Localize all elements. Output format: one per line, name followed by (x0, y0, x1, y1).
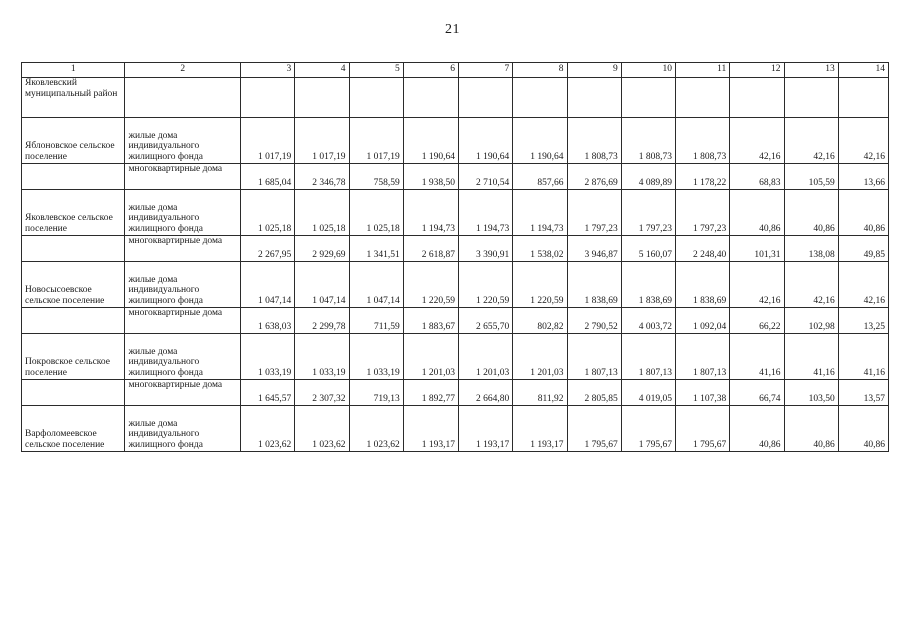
empty-cell (513, 78, 567, 118)
value-cell: 68,83 (730, 164, 784, 190)
value-cell: 42,16 (730, 118, 784, 164)
value-cell: 1 638,03 (241, 308, 295, 334)
value-cell: 40,86 (838, 190, 888, 236)
value-cell: 1 220,59 (513, 262, 567, 308)
settlement-name-empty (22, 380, 125, 406)
table-row (22, 164, 889, 190)
column-number-1: 1 (22, 63, 125, 78)
column-number-4: 4 (295, 63, 349, 78)
value-cell: 1 797,23 (621, 190, 675, 236)
table-row (22, 190, 889, 236)
housing-type: жилые дома индивидуального жилищного фонда (125, 262, 241, 308)
table-row (22, 236, 889, 262)
value-cell: 40,86 (730, 190, 784, 236)
housing-type: многоквартирные дома (125, 164, 241, 190)
value-cell: 42,16 (784, 262, 838, 308)
value-cell: 40,86 (784, 406, 838, 452)
empty-cell (676, 78, 730, 118)
value-cell: 40,86 (730, 406, 784, 452)
value-cell: 13,25 (838, 308, 888, 334)
column-number-9: 9 (567, 63, 621, 78)
value-cell: 1 033,19 (349, 334, 403, 380)
empty-cell (403, 78, 458, 118)
value-cell: 66,22 (730, 308, 784, 334)
settlement-name: Новосысоевское сельское поселение (22, 262, 125, 308)
value-cell: 2 664,80 (459, 380, 513, 406)
value-cell: 103,50 (784, 380, 838, 406)
settlement-name-empty (22, 308, 125, 334)
page-number: 21 (445, 22, 460, 37)
value-cell: 40,86 (838, 406, 888, 452)
value-cell: 42,16 (784, 118, 838, 164)
value-cell: 1 047,14 (349, 262, 403, 308)
value-cell: 105,59 (784, 164, 838, 190)
empty-cell (784, 78, 838, 118)
value-cell: 4 089,89 (621, 164, 675, 190)
value-cell: 1 023,62 (241, 406, 295, 452)
column-number-5: 5 (349, 63, 403, 78)
value-cell: 1 795,67 (676, 406, 730, 452)
value-cell: 1 795,67 (621, 406, 675, 452)
value-cell: 2 805,85 (567, 380, 621, 406)
empty-cell (621, 78, 675, 118)
column-number-7: 7 (459, 63, 513, 78)
value-cell: 102,98 (784, 308, 838, 334)
value-cell: 5 160,07 (621, 236, 675, 262)
value-cell: 1 808,73 (567, 118, 621, 164)
value-cell: 1 033,19 (241, 334, 295, 380)
value-cell: 1 538,02 (513, 236, 567, 262)
value-cell: 1 017,19 (349, 118, 403, 164)
value-cell: 1 033,19 (295, 334, 349, 380)
column-number-10: 10 (621, 63, 675, 78)
value-cell: 1 838,69 (676, 262, 730, 308)
value-cell: 1 023,62 (295, 406, 349, 452)
value-cell: 1 807,13 (621, 334, 675, 380)
value-cell: 1 883,67 (403, 308, 458, 334)
settlement-name: Яковлевское сельское поселение (22, 190, 125, 236)
empty-cell (838, 78, 888, 118)
value-cell: 42,16 (838, 118, 888, 164)
value-cell: 3 390,91 (459, 236, 513, 262)
column-number-14: 14 (838, 63, 888, 78)
value-cell: 1 892,77 (403, 380, 458, 406)
value-cell: 1 220,59 (403, 262, 458, 308)
value-cell: 2 267,95 (241, 236, 295, 262)
value-cell: 1 938,50 (403, 164, 458, 190)
value-cell: 1 797,23 (567, 190, 621, 236)
housing-type: жилые дома индивидуального жилищного фонда (125, 190, 241, 236)
table-row (22, 262, 889, 308)
value-cell: 2 248,40 (676, 236, 730, 262)
tariff-table (21, 62, 889, 452)
value-cell: 1 178,22 (676, 164, 730, 190)
value-cell: 719,13 (349, 380, 403, 406)
value-cell: 1 023,62 (349, 406, 403, 452)
empty-cell (349, 78, 403, 118)
empty-cell (567, 78, 621, 118)
value-cell: 1 838,69 (567, 262, 621, 308)
value-cell: 1 025,18 (295, 190, 349, 236)
table-row (22, 308, 889, 334)
value-cell: 13,57 (838, 380, 888, 406)
table-row (22, 406, 889, 452)
value-cell: 2 790,52 (567, 308, 621, 334)
column-number-12: 12 (730, 63, 784, 78)
value-cell: 2 710,54 (459, 164, 513, 190)
value-cell: 4 003,72 (621, 308, 675, 334)
value-cell: 3 946,87 (567, 236, 621, 262)
housing-type: жилые дома индивидуального жилищного фонда (125, 334, 241, 380)
value-cell: 4 019,05 (621, 380, 675, 406)
empty-cell (295, 78, 349, 118)
empty-cell (730, 78, 784, 118)
value-cell: 138,08 (784, 236, 838, 262)
value-cell: 40,86 (784, 190, 838, 236)
housing-type: жилые дома индивидуального жилищного фонда (125, 118, 241, 164)
value-cell: 1 341,51 (349, 236, 403, 262)
value-cell: 1 220,59 (459, 262, 513, 308)
value-cell: 1 017,19 (241, 118, 295, 164)
value-cell: 1 838,69 (621, 262, 675, 308)
column-number-6: 6 (403, 63, 458, 78)
value-cell: 1 807,13 (676, 334, 730, 380)
settlement-name: Покровское сельское поселение (22, 334, 125, 380)
column-number-13: 13 (784, 63, 838, 78)
value-cell: 1 797,23 (676, 190, 730, 236)
value-cell: 1 017,19 (295, 118, 349, 164)
column-number-11: 11 (676, 63, 730, 78)
table-row (22, 334, 889, 380)
housing-type: многоквартирные дома (125, 308, 241, 334)
value-cell: 13,66 (838, 164, 888, 190)
value-cell: 2 876,69 (567, 164, 621, 190)
value-cell: 1 808,73 (676, 118, 730, 164)
value-cell: 1 194,73 (459, 190, 513, 236)
settlement-name-empty (22, 236, 125, 262)
value-cell: 66,74 (730, 380, 784, 406)
value-cell: 2 655,70 (459, 308, 513, 334)
value-cell: 41,16 (730, 334, 784, 380)
table-row (22, 118, 889, 164)
value-cell: 1 201,03 (513, 334, 567, 380)
value-cell: 1 194,73 (403, 190, 458, 236)
table-row (22, 380, 889, 406)
value-cell: 1 190,64 (459, 118, 513, 164)
value-cell: 101,31 (730, 236, 784, 262)
column-number-8: 8 (513, 63, 567, 78)
housing-type: многоквартирные дома (125, 380, 241, 406)
empty-cell (125, 78, 241, 118)
value-cell: 49,85 (838, 236, 888, 262)
value-cell: 1 685,04 (241, 164, 295, 190)
value-cell: 1 201,03 (403, 334, 458, 380)
settlement-name-empty (22, 164, 125, 190)
value-cell: 1 807,13 (567, 334, 621, 380)
value-cell: 42,16 (838, 262, 888, 308)
value-cell: 1 047,14 (295, 262, 349, 308)
value-cell: 857,66 (513, 164, 567, 190)
value-cell: 711,59 (349, 308, 403, 334)
settlement-name: Яблоновское сельское поселение (22, 118, 125, 164)
value-cell: 1 190,64 (513, 118, 567, 164)
empty-cell (241, 78, 295, 118)
value-cell: 2 307,32 (295, 380, 349, 406)
value-cell: 758,59 (349, 164, 403, 190)
value-cell: 2 618,87 (403, 236, 458, 262)
value-cell: 2 299,78 (295, 308, 349, 334)
value-cell: 1 190,64 (403, 118, 458, 164)
value-cell: 1 645,57 (241, 380, 295, 406)
value-cell: 1 047,14 (241, 262, 295, 308)
housing-type: жилые дома индивидуального жилищного фонда (125, 406, 241, 452)
value-cell: 1 025,18 (349, 190, 403, 236)
value-cell: 1 194,73 (513, 190, 567, 236)
value-cell: 1 193,17 (403, 406, 458, 452)
value-cell: 42,16 (730, 262, 784, 308)
column-number-row (22, 63, 889, 78)
settlement-name: Варфоломеевское сельское поселение (22, 406, 125, 452)
value-cell: 1 193,17 (459, 406, 513, 452)
district-name: Яковлевский муниципальный район (22, 78, 125, 118)
value-cell: 1 201,03 (459, 334, 513, 380)
value-cell: 1 092,04 (676, 308, 730, 334)
value-cell: 2 346,78 (295, 164, 349, 190)
value-cell: 1 193,17 (513, 406, 567, 452)
value-cell: 1 795,67 (567, 406, 621, 452)
value-cell: 1 107,38 (676, 380, 730, 406)
column-number-3: 3 (241, 63, 295, 78)
value-cell: 1 808,73 (621, 118, 675, 164)
value-cell: 2 929,69 (295, 236, 349, 262)
value-cell: 41,16 (838, 334, 888, 380)
column-number-2: 2 (125, 63, 241, 78)
value-cell: 41,16 (784, 334, 838, 380)
empty-cell (459, 78, 513, 118)
value-cell: 811,92 (513, 380, 567, 406)
value-cell: 802,82 (513, 308, 567, 334)
value-cell: 1 025,18 (241, 190, 295, 236)
district-row (22, 78, 889, 118)
housing-type: многоквартирные дома (125, 236, 241, 262)
